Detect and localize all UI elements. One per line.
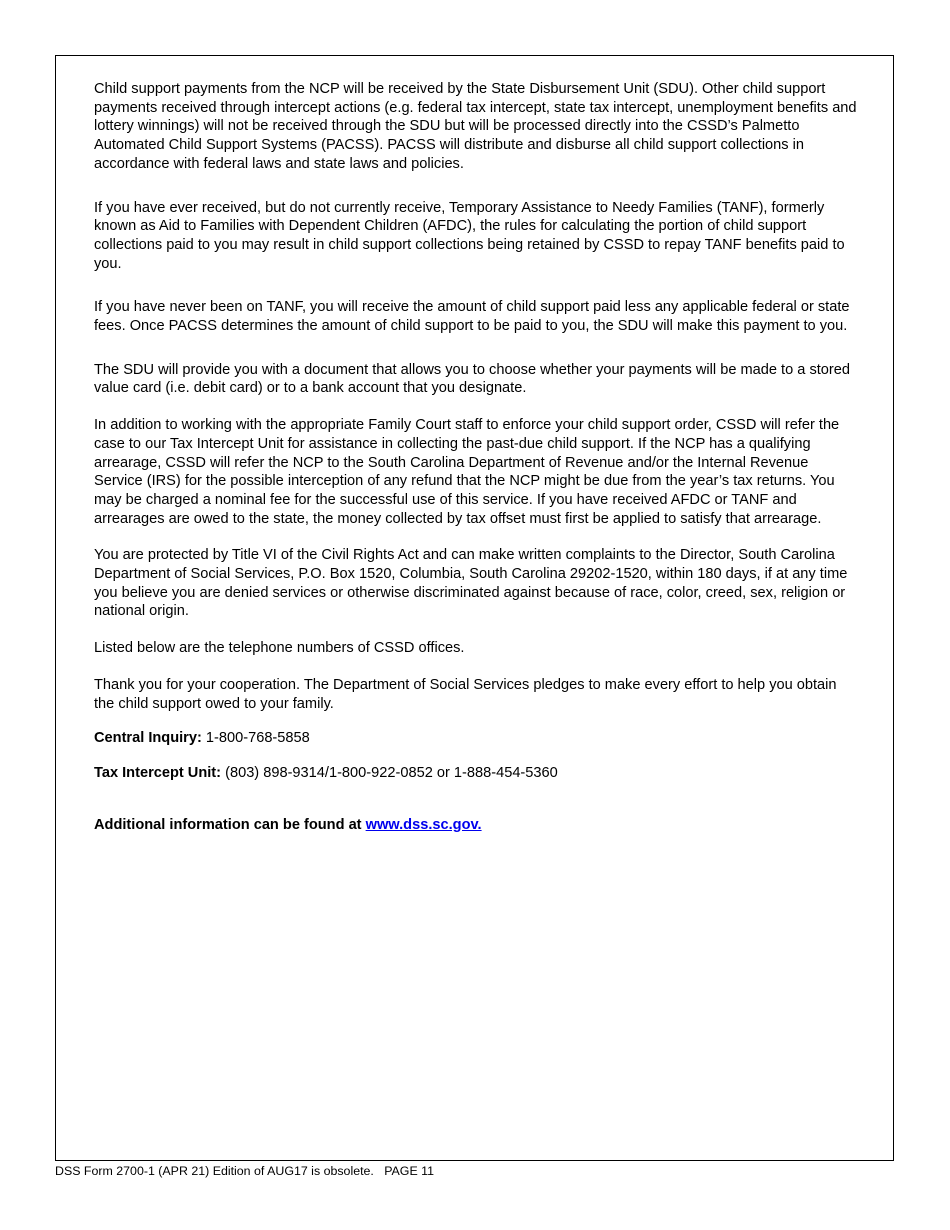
paragraph-civil-rights: You are protected by Title VI of the Civil Rights Act and can make written complaints to the Director, South Carolina Department of Social Services, P.O. Box 1520, Columbia, South Carolina 29202-1520, within 180 days, if at any time you believe you are denied services or otherwise discriminated against because of race, color, creed, sex, religion or national origin. xyxy=(94,547,848,620)
paragraph-tax-intercept: In addition to working with the appropriate Family Court staff to enforce your child support order, CSSD will refer the case to our Tax Intercept Unit for assistance in collecting the past-due child support. If the NCP has a qualifying arrearage, CSSD will refer the NCP to the South Carolina Department of Revenue and/or the Internal Revenue Service (IRS) for the possible interception of any refund that the NCP might be due from the year’s tax returns. You may be charged a nominal fee for the successful use of this service. If you have received AFDC or TANF and arrearages are owed to the state, the money collected by tax offset must first be applied to satisfy that arrearage. xyxy=(94,417,840,527)
tax-intercept-line xyxy=(94,764,859,783)
paragraph-never-tanf: If you have never been on TANF, you will receive the amount of child support paid less any applicable federal or state fees. Once PACSS determines the amount of child support to be paid to you, the SDU will make this payment to you. xyxy=(94,299,850,335)
paragraph-thank-you: Thank you for your cooperation. The Department of Social Services pledges to make every effort to help you obtain the child support owed to your family. xyxy=(94,676,837,712)
document-body xyxy=(94,80,859,834)
paragraph-sdu-payments: Child support payments from the NCP will be received by the State Disbursement Unit (SDU). Other child support payments received through intercept actions (e.g. federal tax intercept, state tax intercept, unemployment benefits and lottery winnings) will not be received through the SDU but will be processed directly into the CSSD’s Palmetto Automated Child Support Systems (PACSS). PACSS will distribute and disburse all child support collections in accordance with federal laws and state laws and policies. xyxy=(94,81,857,172)
paragraph-tanf-history: If you have ever received, but do not currently receive, Temporary Assistance to Needy Families (TANF), formerly known as Aid to Families with Dependent Children (AFDC), the rules for calculating the portion of child support collections paid to you may result in child support collections being retained by CSSD to repay TANF benefits paid to you. xyxy=(94,199,845,272)
tax-intercept-label: Tax Intercept Unit: xyxy=(94,764,222,781)
central-inquiry-line xyxy=(94,729,859,748)
central-inquiry-label: Central Inquiry: xyxy=(94,730,202,747)
central-inquiry-phone: 1-800-768-5858 xyxy=(201,730,310,747)
additional-info-text: Additional information can be found at xyxy=(94,816,366,833)
paragraph-phone-intro: Listed below are the telephone numbers of CSSD offices. xyxy=(94,640,465,657)
paragraph-payment-method: The SDU will provide you with a document that allows you to choose whether your payments will be made to a stored value card (i.e. debit card) or to a bank account that you designate. xyxy=(94,361,851,397)
tax-intercept-phone: (803) 898-9314/1-800-922-0852 or 1-888-454-5360 xyxy=(221,764,558,781)
form-footer: DSS Form 2700-1 (APR 21) Edition of AUG17 is obsolete. PAGE 11 xyxy=(55,1164,435,1178)
additional-info-line xyxy=(94,816,859,835)
dss-website-link[interactable]: www.dss.sc.gov. xyxy=(365,816,482,833)
